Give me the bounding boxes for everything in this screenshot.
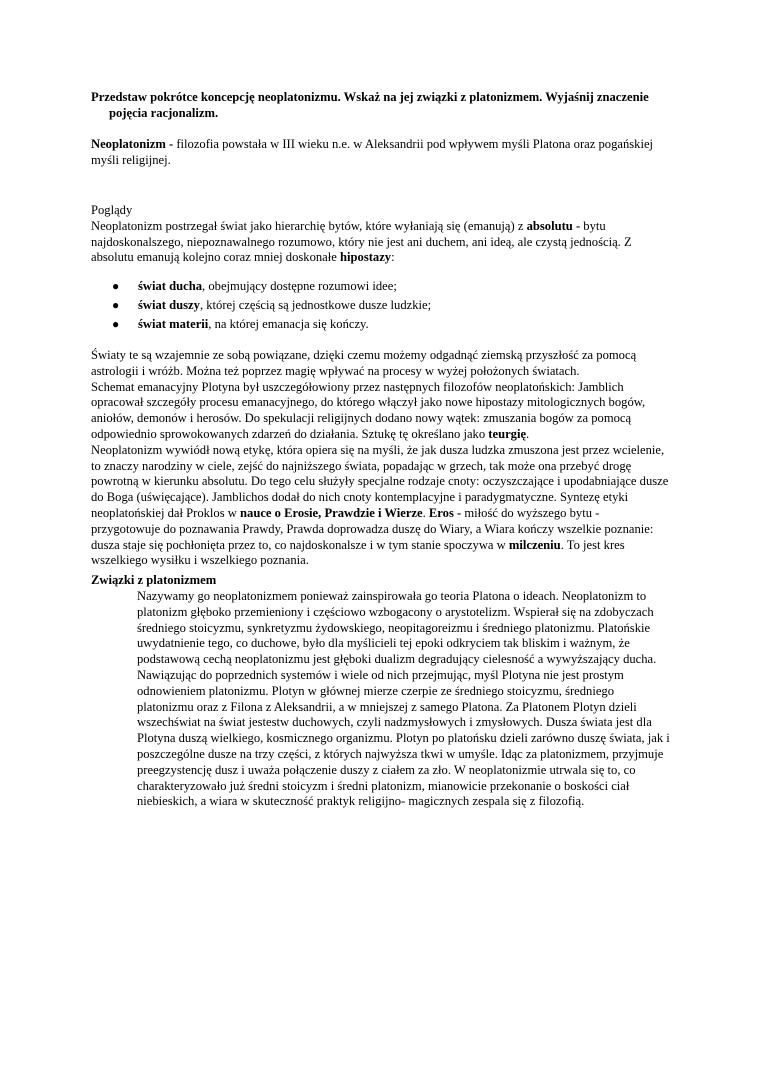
views-text-2: bytu najdoskonalszego, niepoznawalnego rozumowo, który nie jest ani duchem, ani ideą, ale czystą jednością. Z absolutu emanują kolejno coraz mniej doskonałe — [91, 218, 632, 265]
worlds-text-6: miłość do wyższego bytu - przygotowuje do poznawania Prawdy, Prawda doprowadza duszę do Wiary, a Wiara kończy wszelkie poznanie: dusza staje się pochłonięta przez to, co najdoskonalsze i w tym stanie spoczywa w — [91, 505, 654, 552]
worlds-bold-nauce: nauce o Erosie, Prawdzie i Wierze — [240, 505, 423, 520]
list-item — [112, 279, 672, 295]
worlds-text-4: Neoplatonizm wywiódł nową etykę, która opiera się na myśli, że jak dusza ludzka zmuszona jest przez wcielenie, to znaczy narodziny w ciele, zejść do najniższego świata, popadając w grzech, tak może ona przebyć drogę powrotną w kierunku absolutu. Do tego celu służyły specjalne rodzaje cnoty: oczyszczające i upodabniające dusze do Boga (uświęcające). Jamblichos dodał do nich cnoty kontemplacyjne i paradygmatyczne. Syntezę etyki neoplatońskiej dał Proklos w — [91, 442, 669, 520]
list-item-bold: świat duszy — [138, 297, 200, 312]
worlds-text-3: . — [526, 426, 530, 441]
list-item — [112, 317, 672, 333]
list-item — [112, 298, 672, 314]
worlds-bold-teurgie: teurgię — [488, 426, 527, 441]
hypostases-list — [112, 279, 672, 335]
worlds-bold-milczeniu: milczeniu — [508, 537, 561, 552]
definition-term: Neoplatonizm - — [91, 137, 174, 151]
bullet-icon: ● — [112, 316, 120, 331]
question-line-1: Przedstaw pokrótce koncepcję neoplatonizmu. Wskaż na jej związki z platonizmem. Wyjaśnij znaczenie — [91, 90, 649, 104]
views-bold-absolutu: absolutu - — [526, 218, 581, 233]
bullet-icon: ● — [112, 279, 120, 293]
list-item-bold: świat ducha — [138, 279, 203, 293]
views-text-3: : — [391, 250, 395, 265]
worlds-text-5: . — [422, 505, 429, 520]
section-heading-zwiazki: Związki z platonizmem — [91, 573, 217, 587]
views-section — [91, 203, 671, 266]
list-item-bold: świat materii — [138, 316, 209, 331]
list-item-text: , na której emanacja się kończy. — [208, 316, 369, 331]
question-heading — [91, 90, 671, 122]
list-item-text: , której częścią są jednostkowe dusze ludzkie; — [199, 297, 432, 312]
views-text-1: Neoplatonizm postrzegał świat jako hierarchię bytów, które wyłaniają się (emanują) z — [91, 218, 527, 233]
views-heading: Poglądy — [91, 203, 133, 217]
worlds-paragraph — [91, 348, 671, 569]
definition-paragraph — [91, 137, 671, 169]
worlds-text-2: Schemat emanacyjny Plotyna był uszczegółowiony przez następnych filozofów neoplatońskich: Jamblich opracował szczegóły procesu emanacyjnego, do którego włączył jako nowe hipostazy mitologicznych bogów, aniołów, demonów i herosów. Do spekulacji religijnych dodano nowy wątek: zmuszania bogów za pomocą odpowiednio sprowokowanych zdarzeń do działania. Sztukę tę określano jako — [91, 379, 646, 441]
views-bold-hipostazy: hipostazy — [340, 250, 392, 265]
definition-text: filozofia powstała w III wieku n.e. w Aleksandrii pod wpływem myśli Platona oraz pogańskiej myśli religijnej. — [91, 137, 654, 167]
worlds-bold-eros: Eros - — [428, 505, 462, 520]
bullet-icon: ● — [112, 297, 120, 312]
zwiazki-paragraph: Nazywamy go neoplatonizmem ponieważ zainspirowała go teoria Platona o ideach. Neoplatonizm to platonizm głęboko przemieniony i częściowo wzbogacony o arystotelizm. Wspierał się na zdobyczach średniego stoicyzmu, synkretyzmu żydowskiego, neopitagoreizmu i średniego platonizmu. Platońskie uwydatnienie tego, co duchowe, było dla myślicieli tej epoki odkryciem tak bliskim i ważnym, że podstawową cechą neoplatonizmu jest głęboki dualizm degradujący cielesność a wywyższający ducha. Nawiązując do poprzednich systemów i wiele od nich przejmując, myśl Plotyna nie jest prostym odnowieniem platonizmu. Plotyn w głównej mierze czerpie ze średniego stoicyzmu, średniego platonizmu oraz z Filona z Aleksandrii, a w mniejszej z samego Platona. Za Platonem Plotyn dzieli wszechświat na świat jestestw duchowych, czyli nadzmysłowych i zmysłowych. Dusza świata jest dla Plotyna duszą wielkiego, kosmicznego organizmu. Plotyn po platońsku dzieli zarówno duszę świata, jak i poszczególne dusze na trzy części, z których najwyższa tkwi w umyśle. Idąc za platonizmem, przyjmuje preegzystencję dusz i uważa połączenie duszy z ciałem za zło. W neoplatonizmie utrwala się to, co charakteryzowało już średni stoicyzm i średni platonizm, mianowicie przekonanie o boskości ciał niebieskich, a wiara w skuteczność praktyk religijno- magicznych zespala się z filozofią. — [137, 589, 670, 809]
question-line-2: pojęcia racjonalizm. — [109, 105, 219, 120]
worlds-text-7: . To jest kres wszelkiego wysiłku i wszelkiego poznania. — [91, 537, 625, 568]
list-item-text: , obejmujący dostępne rozumowi idee; — [202, 279, 397, 293]
worlds-text-1: Światy te są wzajemnie ze sobą powiązane, dzięki czemu możemy odgadnąć ziemską przyszłość za pomocą astrologii i wróżb. Można też poprzez magię wpływać na procesy w wyżej położonych światach. — [91, 348, 637, 378]
